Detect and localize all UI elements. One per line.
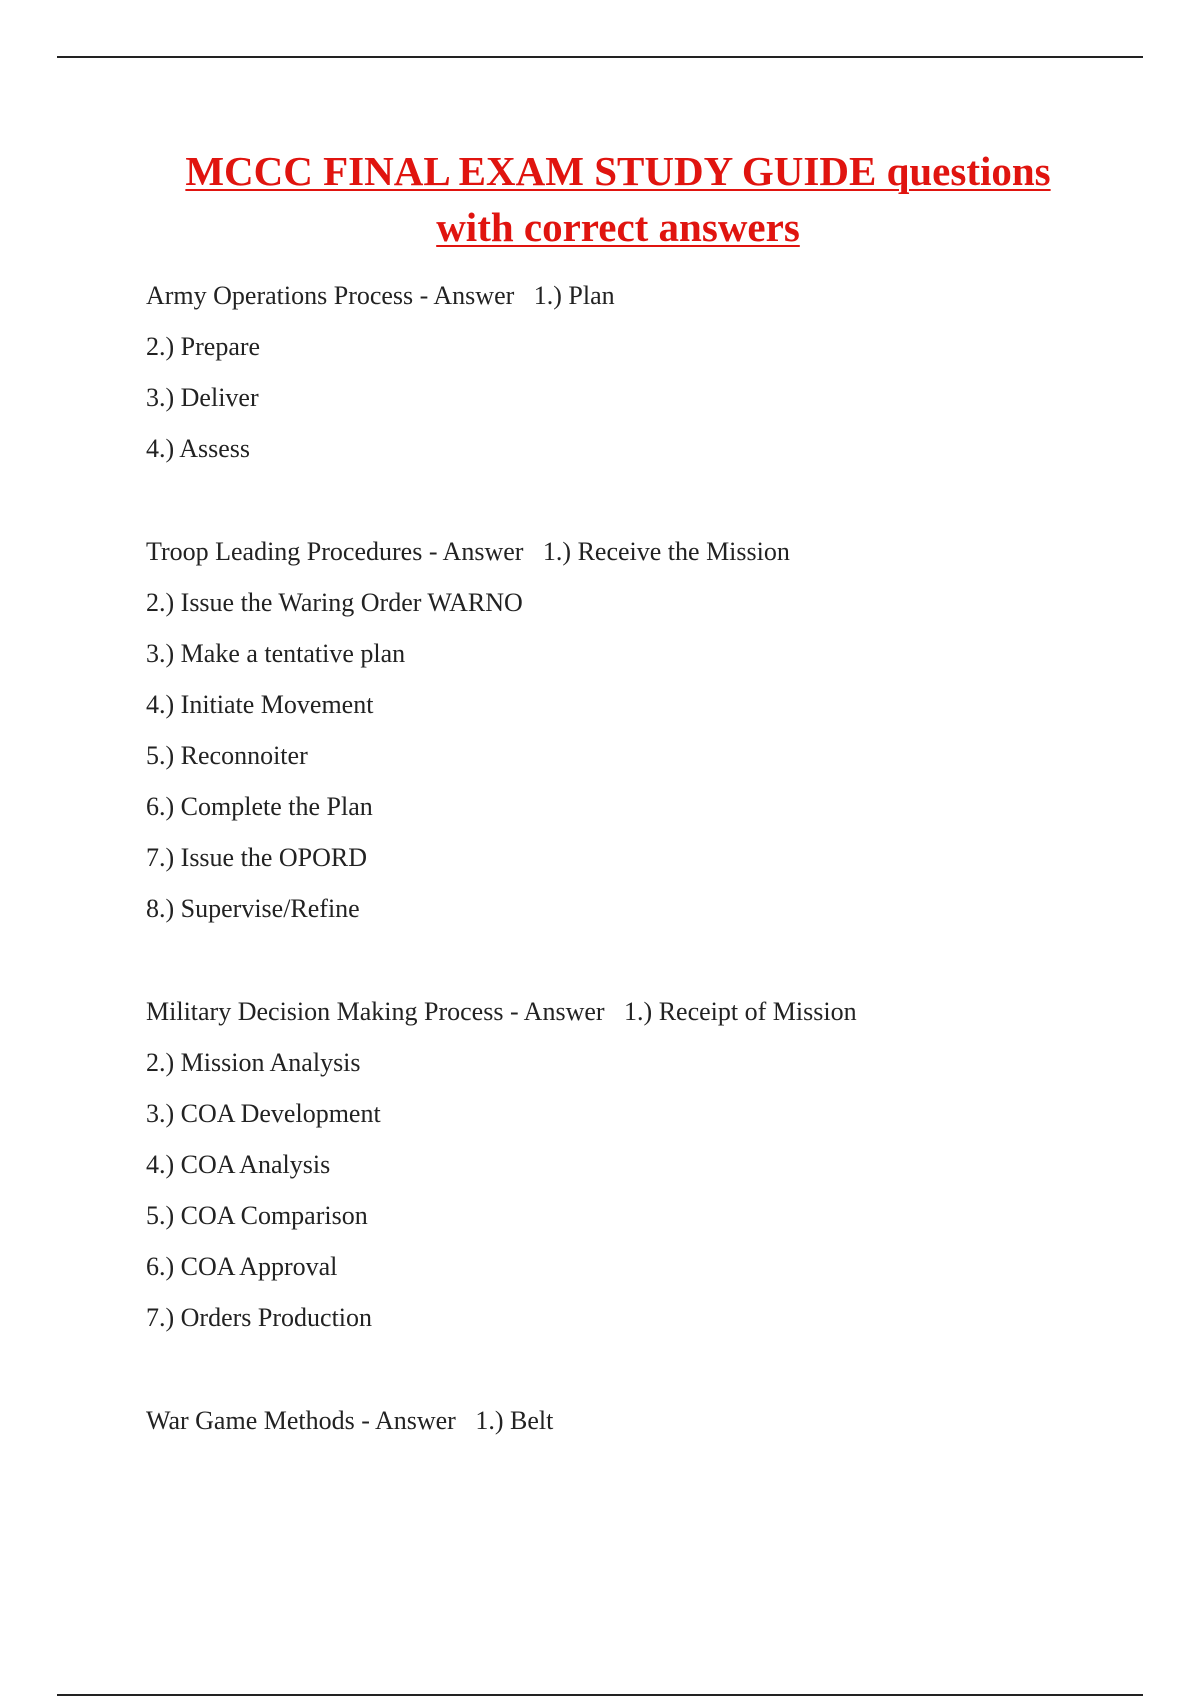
header-rule [57,56,1143,58]
answer-line: 7.) Issue the OPORD [146,843,367,872]
answer-line: 3.) Deliver [146,383,259,412]
title-line-2: with correct answers [436,204,800,250]
question-line: Army Operations Process - Answer 1.) Plan [146,281,615,310]
answer-line: 5.) Reconnoiter [146,741,308,770]
title-line-1: MCCC FINAL EXAM STUDY GUIDE questions [185,148,1051,194]
answer-line: 4.) COA Analysis [146,1150,331,1179]
section-spacer [146,934,1146,986]
answer-line: 8.) Supervise/Refine [146,894,360,923]
answer-line: 3.) Make a tentative plan [146,639,406,668]
answer-line: 6.) Complete the Plan [146,792,373,821]
answer-line: 4.) Initiate Movement [146,690,374,719]
answer-line: 5.) COA Comparison [146,1201,368,1230]
document-title [0,143,1200,255]
answer-line: 2.) Issue the Waring Order WARNO [146,588,523,617]
footer-rule [57,1694,1143,1696]
answer-line: 7.) Orders Production [146,1303,373,1332]
study-guide-body [146,270,1146,1446]
question-line: War Game Methods - Answer 1.) Belt [146,1406,554,1435]
section-spacer [146,1343,1146,1395]
section-military-decision-making-process [146,986,1146,1343]
answer-line: 2.) Prepare [146,332,261,361]
section-troop-leading-procedures [146,526,1146,934]
section-army-operations-process [146,270,1146,474]
section-spacer [146,474,1146,526]
answer-line: 6.) COA Approval [146,1252,338,1281]
question-line: Troop Leading Procedures - Answer 1.) Receive the Mission [146,537,790,566]
question-line: Military Decision Making Process - Answer 1.) Receipt of Mission [146,997,857,1026]
answer-line: 4.) Assess [146,434,251,463]
section-war-game-methods [146,1395,1146,1446]
answer-line: 3.) COA Development [146,1099,381,1128]
answer-line: 2.) Mission Analysis [146,1048,361,1077]
